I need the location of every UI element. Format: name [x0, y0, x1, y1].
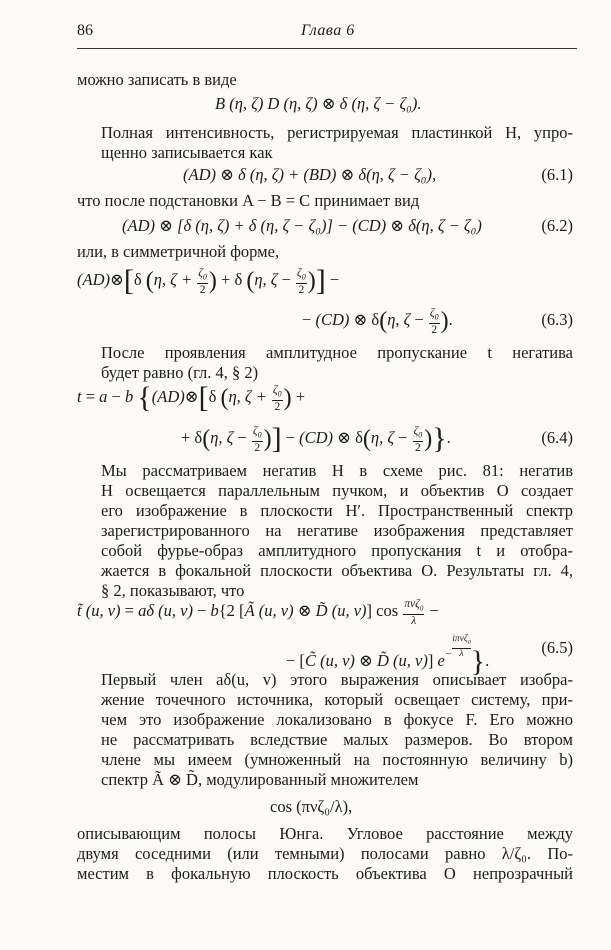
equation-6-3-line-1: (AD)⊗[δ (η, ζ + $\frac{\zeta_0}{2}$ ) + δ (η, ζ − $\frac{\zeta_0}{2}$ )] − — [77, 264, 340, 297]
equation-0: B (η, ζ) D (η, ζ) ⊗ δ (η, ζ − ζ₀). — [215, 94, 422, 113]
equation-6-4-line-1: t = a − b {(AD)⊗[δ (η, ζ + $\frac{\zeta_0}{2}$ ) + — [77, 381, 306, 414]
equation-6-2: (AD) ⊗ [δ (η, ζ) + δ (η, ζ − ζ₀)] − (CD) ⊗ δ(η, ζ − ζ₀) — [122, 216, 482, 235]
fraction: $\frac{\zeta_0}{2}$ — [413, 424, 423, 454]
paragraph-2: Полная интенсивность, регистрируемая пластинкой H, упро- щенно записывается как — [101, 123, 573, 162]
paragraph-1: можно записать в виде — [77, 70, 237, 89]
paragraph-7: Первый член aδ(u, v) этого выражения описывает изобра- жение точечного источника, который освещает систему, при- чем это изображение локализовано в фокусе F. Его можно не рассматривать вследствие малых размеров. Во втором члене мы имеем (умноженный на постоянную величину b) спектр Ã ⊗ D̃, модулированный множителем — [101, 670, 573, 789]
fraction: $\frac{\zeta_0}{2}$ — [252, 424, 262, 454]
equation-cos: cos (πνζ₀/λ), — [270, 797, 353, 816]
paragraph-5: После проявления амплитудное пропускание t негатива будет равно (гл. 4, § 2) — [101, 343, 573, 382]
equation-number-6-5: (6.5) — [541, 638, 573, 657]
paragraph-4: или, в симметричной форме, — [77, 242, 280, 261]
equation-6-5-line-1: t̃ (u, v) = aδ (u, v) − b{2 [Ã (u, v) ⊗ D̃ (u, v)] cos $\frac{\pi\nu\zeta_0}{\lambda}$ − — [77, 597, 439, 627]
equation-number-6-4: (6.4) — [541, 428, 573, 447]
fraction: $\frac{\zeta_0}{2}$ — [429, 306, 439, 336]
exponent-fraction: iπνζ$_0$ λ — [452, 634, 471, 659]
equation-6-1: (AD) ⊗ δ (η, ζ) + (BD) ⊗ δ(η, ζ − ζ₀), — [183, 165, 437, 184]
fraction: $\frac{\pi\nu\zeta_0}{\lambda}$ — [404, 597, 424, 627]
equation-6-4-line-2: + δ(η, ζ − $\frac{\zeta_0}{2}$ )] − (CD) ⊗ δ(η, ζ − $\frac{\zeta_0}{2}$ )}. — [181, 422, 451, 455]
fraction: $\frac{\zeta_0}{2}$ — [272, 383, 282, 413]
equation-6-3-line-2: − (CD) ⊗ δ(η, ζ − $\frac{\zeta_0}{2}$ ). — [302, 306, 453, 336]
equation-number-6-2: (6.2) — [541, 216, 573, 235]
page-number: 86 — [77, 22, 93, 39]
equation-number-6-1: (6.1) — [541, 165, 573, 184]
fraction: $\frac{\zeta_0}{2}$ — [297, 266, 306, 296]
chapter-title: Глава 6 — [301, 22, 355, 39]
header-rule — [77, 48, 577, 49]
running-head — [77, 22, 577, 46]
equation-6-5-line-2: − [C̃ (u, v) ⊗ D̃ (u, v)] e− iπνζ$_0$ λ }. — [286, 634, 490, 678]
fraction: $\frac{\zeta_0}{2}$ — [198, 266, 207, 296]
paragraph-6: Мы рассматриваем негатив H в схеме рис. 81: негатив H освещается параллельным пучком, и объектив O создает его изображение в плоскости H′. Пространственный спектр зарегистрированного на негативе изображения представляет собой фурье-образ амплитудного пропускания t и отобра- жается в фокальной плоскости объектива O. Результаты гл. 4, § 2, показывают, что — [101, 461, 573, 600]
equation-number-6-3: (6.3) — [541, 310, 573, 329]
paragraph-3: что после подстановки A − B = C принимает вид — [77, 191, 420, 210]
paragraph-8: описывающим полосы Юнга. Угловое расстояние между двумя соседними (или темными) полосами равно λ/ζ₀. По- местим в фокальную плоскость объектива O непрозрачный — [77, 824, 573, 883]
